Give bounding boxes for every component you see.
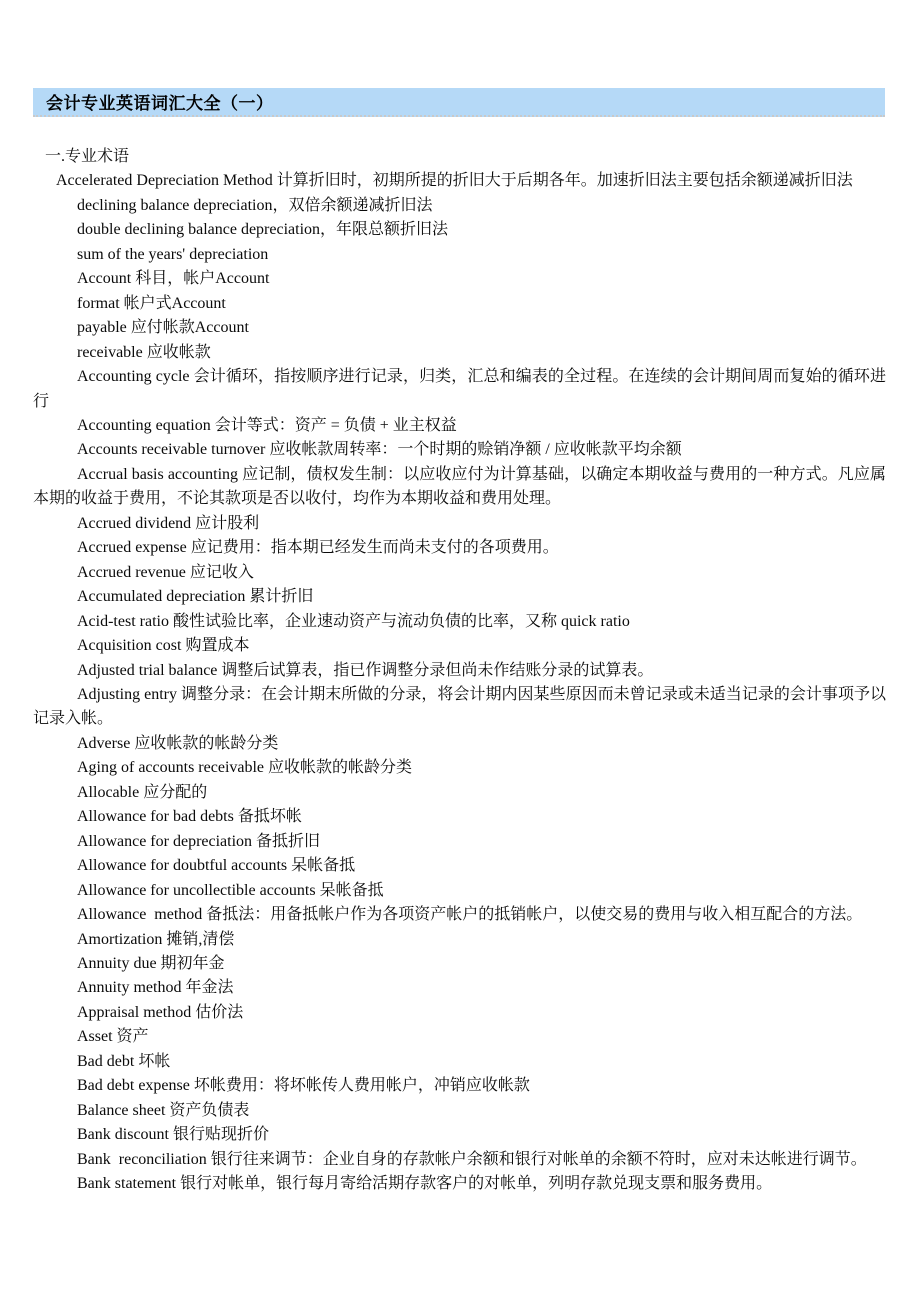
vocab-term-paragraph: Allowance for bad debts 备抵坏帐 bbox=[77, 808, 302, 826]
vocab-term-paragraph: Account 科目，帐户Account bbox=[77, 270, 270, 288]
vocab-term-paragraph: Bank discount 银行贴现折价 bbox=[77, 1126, 269, 1144]
vocab-term-paragraph: Aging of accounts receivable 应收帐款的帐龄分类 bbox=[77, 759, 413, 777]
vocab-term-paragraph: Accounts receivable turnover 应收帐款周转率：一个时期的赊销净额 / 应收帐款平均余额 bbox=[77, 441, 682, 459]
document-body bbox=[33, 145, 886, 1196]
vocab-term-paragraph: sum of the years' depreciation bbox=[77, 245, 269, 263]
vocab-term-paragraph: Accrual basis accounting 应记制，债权发生制：以应收应付为计算基础，以确定本期收益与费用的一种方式。凡应属本期的收益于费用，不论其款项是否以收付，均作为本期收益和费用处理。 bbox=[33, 465, 886, 508]
vocab-term-paragraph: Accounting equation 会计等式：资产 = 负债 + 业主权益 bbox=[77, 416, 457, 434]
vocab-term-paragraph: Appraisal method 估价法 bbox=[77, 1003, 244, 1021]
vocab-term-paragraph: double declining balance depreciation，年限总额折旧法 bbox=[77, 221, 449, 239]
vocab-term-paragraph: receivable 应收帐款 bbox=[77, 343, 211, 361]
vocab-term-paragraph: Adverse 应收帐款的帐龄分类 bbox=[77, 734, 279, 752]
vocab-term-paragraph: Accelerated Depreciation Method 计算折旧时，初期所提的折旧大于后期各年。加速折旧法主要包括余额递减折旧法 bbox=[56, 172, 853, 190]
vocab-term-paragraph: Adjusting entry 调整分录：在会计期末所做的分录，将会计期内因某些原因而未曾记录或未适当记录的会计事项予以记录入帐。 bbox=[33, 685, 886, 728]
vocab-term-paragraph: Allowance method 备抵法：用备抵帐户作为各项资产帐户的抵销帐户，以使交易的费用与收入相互配合的方法。 bbox=[77, 906, 863, 924]
vocab-term-paragraph: Allowance for uncollectible accounts 呆帐备抵 bbox=[77, 881, 384, 899]
vocab-term-paragraph: Bad debt 坏帐 bbox=[77, 1052, 171, 1070]
vocab-term-paragraph: Acquisition cost 购置成本 bbox=[77, 637, 250, 655]
vocab-term-paragraph: Allowance for doubtful accounts 呆帐备抵 bbox=[77, 857, 356, 875]
vocab-term-paragraph: Bad debt expense 坏帐费用：将坏帐传人费用帐户，冲销应收帐款 bbox=[77, 1077, 530, 1095]
vocab-term-paragraph: Accumulated depreciation 累计折旧 bbox=[77, 588, 314, 606]
vocab-term-paragraph: Balance sheet 资产负债表 bbox=[77, 1101, 250, 1119]
paragraph-list bbox=[33, 145, 886, 1196]
section-heading: 一.专业术语 bbox=[45, 148, 130, 165]
document-title: 会计专业英语词汇大全（一） bbox=[46, 94, 274, 113]
vocab-term-paragraph: Accrued expense 应记费用：指本期已经发生而尚未支付的各项费用。 bbox=[77, 539, 559, 557]
vocab-term-paragraph: Allocable 应分配的 bbox=[77, 783, 208, 801]
vocab-term-paragraph: Annuity due 期初年金 bbox=[77, 954, 225, 972]
vocab-term-paragraph: Accrued revenue 应记收入 bbox=[77, 563, 254, 581]
vocab-term-paragraph: Acid-test ratio 酸性试验比率，企业速动资产与流动负债的比率，又称 quick ratio bbox=[77, 612, 630, 630]
vocab-term-paragraph: Accounting cycle 会计循环，指按顺序进行记录，归类，汇总和编表的全过程。在连续的会计期间周而复始的循环进行 bbox=[33, 368, 886, 410]
vocab-term-paragraph: Annuity method 年金法 bbox=[77, 979, 234, 997]
vocab-term-paragraph: Bank reconciliation 银行往来调节：企业自身的存款帐户余额和银行对帐单的余额不符时，应对未达帐进行调节。 bbox=[77, 1150, 867, 1168]
vocab-term-paragraph: Asset 资产 bbox=[77, 1028, 149, 1046]
vocab-term-paragraph: Allowance for depreciation 备抵折旧 bbox=[77, 832, 321, 850]
vocab-term-paragraph: Adjusted trial balance 调整后试算表，指已作调整分录但尚未作结账分录的试算表。 bbox=[77, 661, 654, 679]
vocab-term-paragraph: format 帐户式Account bbox=[77, 294, 226, 312]
vocab-term-paragraph: Amortization 摊销,清偿 bbox=[77, 930, 235, 948]
vocab-term-paragraph: Accrued dividend 应计股利 bbox=[77, 514, 260, 532]
document-title-bar bbox=[33, 88, 885, 117]
vocab-term-paragraph: payable 应付帐款Account bbox=[77, 319, 249, 337]
vocab-term-paragraph: Bank statement 银行对帐单，银行每月寄给活期存款客户的对帐单，列明存款兑现支票和服务费用。 bbox=[77, 1175, 773, 1193]
vocab-term-paragraph: declining balance depreciation，双倍余额递减折旧法 bbox=[77, 196, 433, 214]
